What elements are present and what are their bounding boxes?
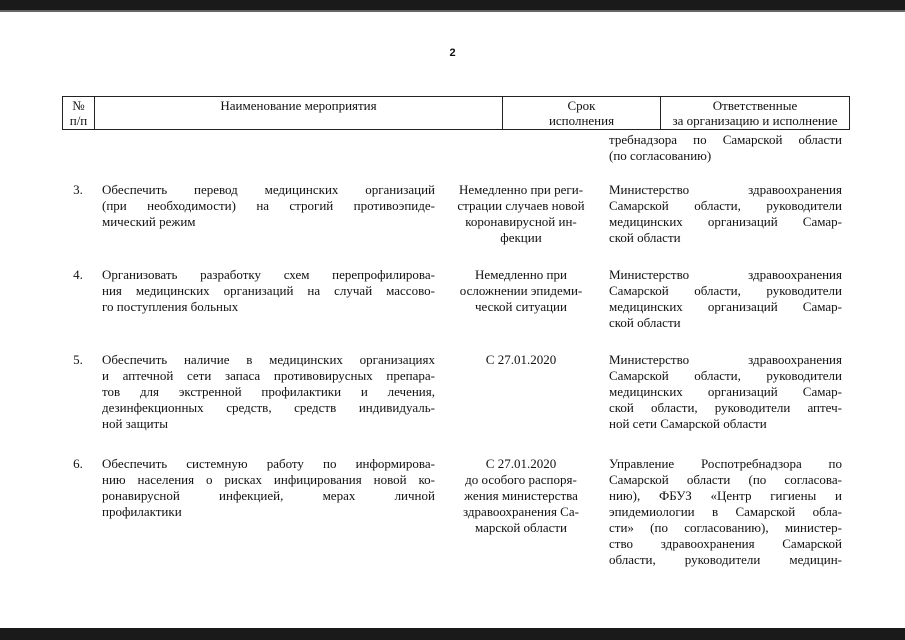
text-line: страции случаев новой — [457, 198, 585, 213]
word: о — [206, 472, 213, 487]
text-line: ной сети Самарской области — [609, 416, 767, 431]
row-4-responsible — [609, 267, 842, 331]
word: Обеспечить — [102, 352, 168, 367]
text-line: до особого распоря- — [465, 472, 577, 487]
text-line — [102, 267, 435, 283]
word: инфицирования — [273, 472, 362, 487]
word: области, — [694, 283, 741, 298]
continuation-responsible — [609, 132, 842, 164]
table-header — [62, 96, 850, 130]
word: медицинских — [609, 384, 683, 399]
text-line — [609, 400, 842, 416]
word: медицинских — [135, 283, 210, 298]
word: организациях — [359, 352, 435, 367]
word: ФБУЗ — [658, 488, 692, 503]
header-responsible-sublabel: за организацию и исполнение — [672, 113, 838, 128]
text-line: С 27.01.2020 — [485, 456, 557, 471]
word: медицинских — [609, 214, 683, 229]
word: противоэпиде- — [353, 198, 435, 213]
word: Управление — [609, 456, 675, 471]
word: гигиены — [770, 488, 817, 503]
word: экстренной — [178, 384, 242, 399]
header-name-label: Наименование мероприятия — [220, 98, 377, 113]
text-line: ской области — [609, 315, 681, 330]
row-3-term — [445, 182, 597, 246]
word: по — [693, 132, 707, 147]
text-line — [102, 488, 435, 504]
word: перепрофилирова- — [332, 267, 435, 282]
text-line: го поступления больных — [102, 299, 239, 314]
word: в — [711, 504, 719, 519]
word: системную — [186, 456, 248, 471]
word: требнадзора — [609, 132, 678, 147]
word: дезинфекционных — [102, 400, 204, 415]
text-line — [609, 536, 842, 552]
text-line — [609, 214, 842, 230]
word: информирова- — [355, 456, 435, 471]
word: медицин- — [789, 552, 842, 567]
bottom-scan-border — [0, 628, 905, 640]
row-5-responsible — [609, 352, 842, 432]
row-3-responsible — [609, 182, 842, 246]
text-line: осложнении эпидеми- — [459, 283, 583, 298]
word: Самарской — [609, 472, 669, 487]
word: руководители — [766, 368, 842, 383]
text-line — [102, 352, 435, 368]
word: Министерство — [609, 352, 690, 367]
word: организаций — [707, 214, 778, 229]
word: Организовать — [102, 267, 178, 282]
word: руководители — [766, 283, 842, 298]
header-term-sublabel: исполнения — [548, 113, 615, 128]
word: Самар- — [802, 384, 842, 399]
word: и — [360, 384, 368, 399]
text-line — [609, 299, 842, 315]
word: населения — [137, 472, 195, 487]
word: Самарской — [609, 368, 669, 383]
word: Самарской — [722, 132, 783, 147]
word: Самарской — [609, 283, 669, 298]
text-line: Немедленно при — [475, 267, 567, 282]
word: Самар- — [802, 214, 842, 229]
word: наличие — [183, 352, 230, 367]
text-line: (по согласованию) — [609, 148, 712, 163]
word: медицинских — [609, 299, 683, 314]
word: здравоохранения — [748, 352, 842, 367]
word: здравоохранения — [748, 182, 842, 197]
word: для — [139, 384, 160, 399]
word: аптечной — [122, 368, 174, 383]
text-line — [609, 198, 842, 214]
word: руководители — [766, 198, 842, 213]
word: медицинских — [269, 352, 343, 367]
word: в — [246, 352, 253, 367]
text-line: мический режим — [102, 214, 196, 229]
word: ко- — [418, 472, 435, 487]
row-3-number: 3. — [73, 182, 83, 197]
row-6-name — [102, 456, 435, 520]
word: средств — [294, 400, 337, 415]
word: области, — [609, 552, 656, 567]
header-number-label: № — [72, 98, 85, 113]
page-number: 2 — [449, 47, 456, 59]
word: организаций — [707, 384, 778, 399]
text-line — [609, 182, 842, 198]
text-line — [609, 283, 842, 299]
text-line — [609, 368, 842, 384]
word: согласова- — [784, 472, 842, 487]
word: и — [102, 368, 109, 383]
word: мерах — [322, 488, 356, 503]
word: Самарской — [782, 536, 842, 551]
row-4-number: 4. — [73, 267, 83, 282]
word: профилактики — [261, 384, 342, 399]
word: Министерство — [609, 267, 690, 282]
header-responsible-column — [661, 97, 849, 129]
header-name-column — [95, 97, 503, 129]
text-line — [609, 520, 842, 536]
text-line: жения министерства — [464, 488, 578, 503]
row-5-name — [102, 352, 435, 432]
word: средств, — [226, 400, 272, 415]
text-line — [609, 352, 842, 368]
word: ской — [609, 400, 634, 415]
text-line — [102, 198, 435, 214]
word: аптеч- — [807, 400, 842, 415]
text-line — [102, 283, 435, 299]
word: «Центр — [710, 488, 752, 503]
word: эпидемиологии — [609, 504, 695, 519]
text-line — [102, 472, 435, 488]
header-term-label: Срок — [567, 98, 596, 113]
word: (по — [748, 472, 767, 487]
word: разработку — [200, 267, 262, 282]
word: здравоохранения — [660, 536, 755, 551]
row-5-number: 5. — [73, 352, 83, 367]
word: по — [828, 456, 842, 471]
word: по — [323, 456, 337, 471]
word: области — [798, 132, 842, 147]
text-line — [609, 552, 842, 568]
word: области — [686, 472, 731, 487]
word: руководители — [714, 400, 791, 415]
text-line: профилактики — [102, 504, 182, 519]
word: (при — [102, 198, 127, 213]
word: личной — [394, 488, 435, 503]
word: тов — [102, 384, 121, 399]
text-line — [102, 456, 435, 472]
word: работу — [266, 456, 304, 471]
word: организаций — [223, 283, 294, 298]
word: ство — [609, 536, 634, 551]
word: области, — [650, 400, 698, 415]
word: Обеспечить — [102, 456, 168, 471]
word: новой — [373, 472, 407, 487]
text-line — [609, 132, 842, 148]
row-6-responsible — [609, 456, 842, 568]
word: рисках — [224, 472, 263, 487]
word: (по — [650, 520, 668, 535]
text-line: С 27.01.2020 — [485, 352, 557, 367]
word: ронавирусной — [102, 488, 180, 503]
row-6-number: 6. — [73, 456, 83, 471]
word: сти» — [609, 520, 634, 535]
word: организаций — [707, 299, 778, 314]
header-number-sublabel: п/п — [69, 113, 88, 128]
word: необходимости) — [147, 198, 236, 213]
word: организаций — [365, 182, 435, 197]
word: сети — [186, 368, 212, 383]
header-responsible-label: Ответственные — [712, 98, 798, 113]
word: Обеспечить — [102, 182, 168, 197]
word: области, — [694, 198, 741, 213]
text-line: ной защиты — [102, 416, 168, 431]
word: ния — [102, 283, 122, 298]
word: здравоохранения — [748, 267, 842, 282]
word: Роспотребнадзора — [700, 456, 802, 471]
text-line: коронавирусной ин- — [465, 214, 577, 229]
word: нию), — [609, 488, 641, 503]
word: противовирусных — [273, 368, 373, 383]
top-scan-border — [0, 0, 905, 10]
word: Самарской — [609, 198, 669, 213]
word: на — [307, 283, 321, 298]
word: согласованию), — [684, 520, 769, 535]
text-line: фекции — [500, 230, 542, 245]
text-line: ческой ситуации — [475, 299, 567, 314]
word: строгий — [289, 198, 334, 213]
word: нию — [102, 472, 126, 487]
row-4-name — [102, 267, 435, 315]
word: Министерство — [609, 182, 690, 197]
text-line — [609, 472, 842, 488]
row-4-term — [445, 267, 597, 315]
text-line — [102, 400, 435, 416]
word: перевод — [194, 182, 238, 197]
text-line — [609, 267, 842, 283]
row-6-term — [445, 456, 597, 536]
word: на — [256, 198, 270, 213]
word: области, — [694, 368, 741, 383]
row-3-name — [102, 182, 435, 230]
word: медицинских — [264, 182, 339, 197]
word: и — [835, 488, 842, 503]
word: лечения, — [387, 384, 435, 399]
header-number-column — [63, 97, 95, 129]
text-line — [609, 384, 842, 400]
word: Самарской — [735, 504, 796, 519]
text-line — [609, 488, 842, 504]
word: обла- — [812, 504, 842, 519]
word: схем — [283, 267, 310, 282]
word: министер- — [784, 520, 842, 535]
word: массово- — [386, 283, 435, 298]
word: случай — [334, 283, 373, 298]
text-line — [102, 182, 435, 198]
text-line: Немедленно при реги- — [458, 182, 584, 197]
row-5-term — [445, 352, 597, 368]
word: запаса — [225, 368, 261, 383]
word: индивидуаль- — [358, 400, 435, 415]
header-term-column — [503, 97, 661, 129]
word: препара- — [386, 368, 435, 383]
word: инфекцией, — [219, 488, 284, 503]
text-line — [102, 368, 435, 384]
text-line: здравоохранения Са- — [463, 504, 579, 519]
text-line: ской области — [609, 230, 681, 245]
word: руководители — [684, 552, 761, 567]
text-line — [609, 504, 842, 520]
word: Самар- — [802, 299, 842, 314]
text-line — [102, 384, 435, 400]
text-line — [609, 456, 842, 472]
text-line: марской области — [475, 520, 567, 535]
